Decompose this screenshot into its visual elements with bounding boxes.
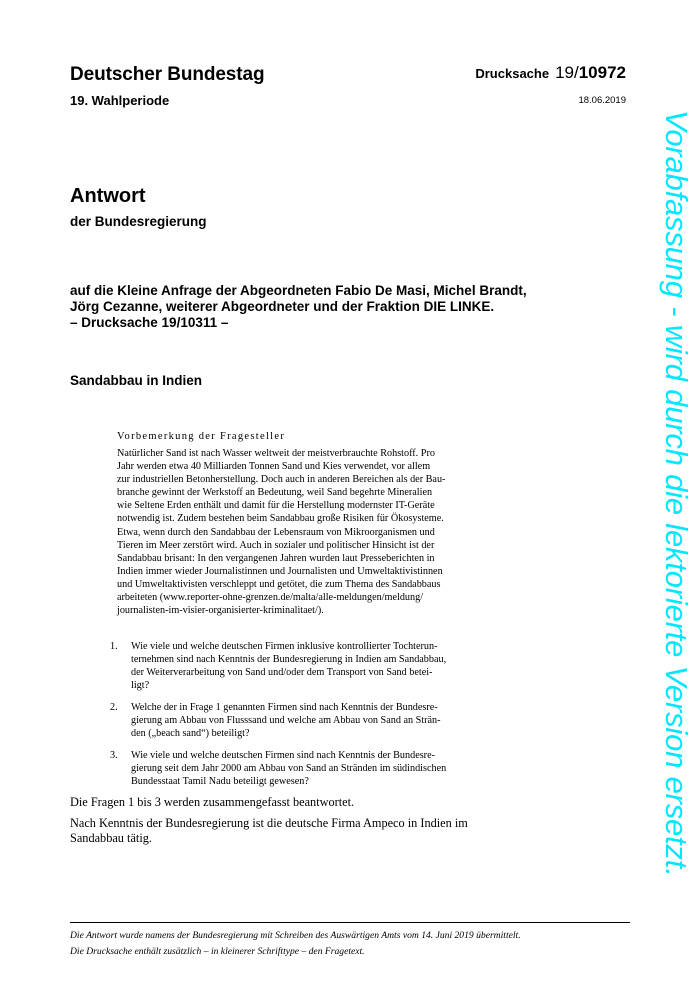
vorbemerkung-line: notwendig ist. Zudem bestehen beim Sandabbau große Risiken für Ökosysteme. xyxy=(117,513,444,525)
footer-divider xyxy=(70,922,630,923)
answer-line: Die Fragen 1 bis 3 werden zusammengefasst beantwortet. xyxy=(70,795,355,809)
question-line: den („beach sand“) beteiligt? xyxy=(131,728,250,740)
vorbemerkung-line: Etwa, wenn durch den Sandabbau der Lebensraum von Mikroorganismen und xyxy=(117,526,435,538)
answer-line: Nach Kenntnis der Bundesregierung ist die deutsche Firma Ampeco in Indien im xyxy=(70,816,468,830)
anfrage-line: – Drucksache 19/10311 – xyxy=(70,315,229,330)
anfrage-line: Jörg Cezanne, weiterer Abgeordneter und der Fraktion DIE LINKE. xyxy=(70,299,495,314)
question-line: Bundesstaat Tamil Nadu beteiligt gewesen? xyxy=(131,776,309,788)
question-line: ternehmen sind nach Kenntnis der Bundesregierung in Indien am Sandabbau, xyxy=(131,654,447,666)
question-number: 2. xyxy=(110,702,118,713)
drucksache-label: Drucksache xyxy=(475,66,550,81)
footnote: Die Drucksache enthält zusätzlich – in kleinerer Schrifttype – den Fragetext. xyxy=(70,946,365,957)
document-title: Antwort xyxy=(70,185,146,207)
answer-line: Sandabbau tätig. xyxy=(70,831,152,845)
vorbemerkung-text xyxy=(117,447,477,617)
anfrage-reference xyxy=(70,283,570,331)
question-line: Wie viele und welche deutschen Firmen sind nach Kenntnis der Bundesre- xyxy=(131,750,435,761)
vorbemerkung-line: Jahr werden etwa 40 Milliarden Tonnen Sand und Kies verwendet, vor allem xyxy=(117,461,431,473)
vorbemerkung-line: Natürlicher Sand ist nach Wasser weltweit der meistverbrauchte Rohstoff. Pro xyxy=(117,448,435,459)
question-text xyxy=(131,701,441,740)
question-line: der Weiterverarbeitung von Sand und/oder dem Transport von Sand betei- xyxy=(131,667,433,679)
question-number: 3. xyxy=(110,750,118,761)
document-date: 18.06.2019 xyxy=(578,95,626,106)
vorbemerkung-heading: Vorbemerkung der Fragesteller xyxy=(117,431,286,442)
question-line: gierung am Abbau von Flusssand und welche am Abbau von Sand an Strän- xyxy=(131,715,441,727)
question-line: gierung seit dem Jahr 2000 am Abbau von Sand an Stränden im südindischen xyxy=(131,763,447,775)
parliament-title: Deutscher Bundestag xyxy=(70,64,265,85)
drucksache-prefix: 19/ xyxy=(555,63,579,82)
question-text xyxy=(131,749,446,788)
vorbemerkung-line: Tieren im Meer zerstört wird. Auch in sozialer und politischer Hinsicht ist der xyxy=(117,539,435,551)
vorbemerkung-line: Sandabbau brisant: In den vergangenen Jahren wurden laut Presseberichten in xyxy=(117,552,435,564)
election-period: 19. Wahlperiode xyxy=(70,93,170,108)
question-line: ligt? xyxy=(131,680,150,692)
answer-intro xyxy=(70,795,354,810)
answer-text xyxy=(70,816,468,846)
vorbemerkung-line: arbeiteten (www.reporter-ohne-grenzen.de/malta/alle-meldungen/meldung/ xyxy=(117,592,424,604)
vorbemerkung-line: wie Seltene Erden enthält und damit für die Herstellung modernster IT-Geräte xyxy=(117,500,435,512)
vorbemerkung-line: Indien immer wieder Journalistinnen und Journalisten und Umweltaktivistinnen xyxy=(117,565,443,577)
question-text xyxy=(131,640,446,692)
vorbemerkung-line: journalisten-im-visier-organisierter-kriminalitaet/). xyxy=(117,605,324,617)
preliminary-version-watermark: Vorabfassung - wird durch die lektorierte Version ersetzt. xyxy=(659,110,694,877)
vorbemerkung-line: und Umweltaktivisten verschleppt und getötet, die zum Thema des Sandabbaus xyxy=(117,578,441,590)
question-line: Wie viele und welche deutschen Firmen inklusive kontrollierter Tochterun- xyxy=(131,641,438,652)
document-subtitle: der Bundesregierung xyxy=(70,214,207,229)
vorbemerkung-line: zur industriellen Betonherstellung. Doch auch in anderen Bereichen als der Bau- xyxy=(117,474,446,486)
question-line: Welche der in Frage 1 genannten Firmen sind nach Kenntnis der Bundesre- xyxy=(131,702,438,713)
question-number: 1. xyxy=(110,641,118,652)
vorbemerkung-line: branche gewinnt der Werkstoff an Bedeutung, weil Sand begehrte Mineralien xyxy=(117,487,433,499)
topic-heading: Sandabbau in Indien xyxy=(70,373,203,388)
footnote: Die Antwort wurde namens der Bundesregierung mit Schreiben des Auswärtigen Amts vom 14. Juni 2019 übermittelt. xyxy=(70,930,521,941)
drucksache-number xyxy=(475,63,626,83)
footnotes xyxy=(70,928,521,960)
anfrage-line: auf die Kleine Anfrage der Abgeordneten Fabio De Masi, Michel Brandt, xyxy=(70,283,527,298)
drucksache-id: 10972 xyxy=(578,63,626,82)
